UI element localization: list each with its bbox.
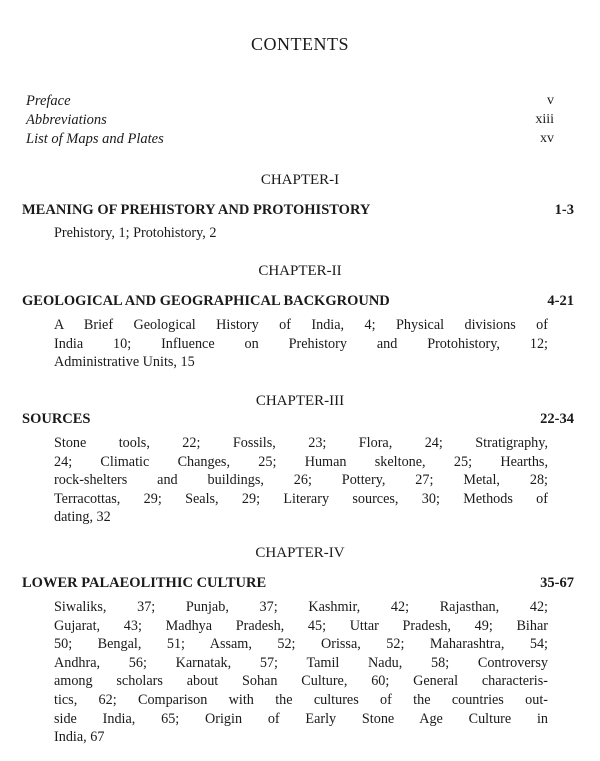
section-line: Stone tools, 22; Fossils, 23; Flora, 24; Stratigraphy, bbox=[54, 435, 548, 451]
page-title: CONTENTS bbox=[251, 34, 349, 54]
chapter-title: MEANING OF PREHISTORY AND PROTOHISTORY bbox=[22, 202, 371, 218]
section-line: rock-shelters and buildings, 26; Pottery, 27; Metal, 28; bbox=[54, 472, 548, 489]
chapter-title: SOURCES bbox=[22, 411, 91, 427]
chapter-label: CHAPTER-II bbox=[258, 263, 342, 279]
section-line: Prehistory, 1; Protohistory, 2 bbox=[54, 225, 217, 241]
section-line: India 10; Influence on Prehistory and Protohistory, 12; bbox=[54, 335, 548, 352]
section-line: 50; Bengal, 51; Assam, 52; Orissa, 52; Maharashtra, 54; bbox=[54, 636, 548, 653]
chapter-sections bbox=[54, 316, 548, 372]
chapter-pages: 4-21 bbox=[547, 293, 574, 309]
chapter-pages: 22-34 bbox=[540, 411, 574, 427]
chapter-sections bbox=[54, 598, 548, 747]
section-line: among scholars about Sohan Culture, 60; General characteris- bbox=[54, 673, 548, 690]
section-line: side India, 65; Origin of Early Stone Age Culture in bbox=[54, 710, 548, 727]
prelim-page: xv bbox=[540, 131, 554, 146]
section-line: Terracottas, 29; Seals, 29; Literary sources, 30; Methods of bbox=[54, 490, 548, 507]
prelim-entry-preface bbox=[26, 93, 578, 110]
prelim-entry-abbreviations bbox=[26, 112, 578, 129]
section-line: Gujarat, 43; Madhya Pradesh, 45; Uttar Pradesh, 49; Bihar bbox=[54, 617, 548, 634]
chapter-title: GEOLOGICAL AND GEOGRAPHICAL BACKGROUND bbox=[22, 293, 390, 309]
section-line: tics, 62; Comparison with the cultures of the countries out- bbox=[54, 691, 548, 708]
section-line: India, 67 bbox=[54, 729, 105, 746]
section-line: dating, 32 bbox=[54, 509, 111, 526]
prelim-label: List of Maps and Plates bbox=[26, 131, 164, 147]
section-line: A Brief Geological History of India, 4; Physical divisions of bbox=[54, 317, 548, 333]
prelim-page: v bbox=[547, 93, 554, 108]
chapter-title: LOWER PALAEOLITHIC CULTURE bbox=[22, 575, 267, 591]
section-line: Siwaliks, 37; Punjab, 37; Kashmir, 42; Rajasthan, 42; bbox=[54, 599, 548, 615]
prelim-label: Abbreviations bbox=[26, 112, 107, 128]
prelim-label: Preface bbox=[26, 93, 71, 109]
chapter-sections bbox=[54, 434, 548, 527]
chapter-label: CHAPTER-III bbox=[255, 393, 345, 409]
chapter-label: CHAPTER-IV bbox=[255, 545, 345, 561]
prelim-page: xiii bbox=[535, 112, 554, 127]
chapter-pages: 1-3 bbox=[554, 202, 574, 218]
chapter-label: CHAPTER-I bbox=[260, 172, 340, 188]
section-line: 24; Climatic Changes, 25; Human skeltone, 25; Hearths, bbox=[54, 453, 548, 470]
chapter-sections bbox=[54, 224, 354, 243]
chapter-pages: 35-67 bbox=[540, 575, 574, 591]
section-line: Andhra, 56; Karnatak, 57; Tamil Nadu, 58; Controversy bbox=[54, 654, 548, 671]
prelim-entry-maps-plates bbox=[26, 131, 578, 148]
section-line: Administrative Units, 15 bbox=[54, 354, 195, 371]
